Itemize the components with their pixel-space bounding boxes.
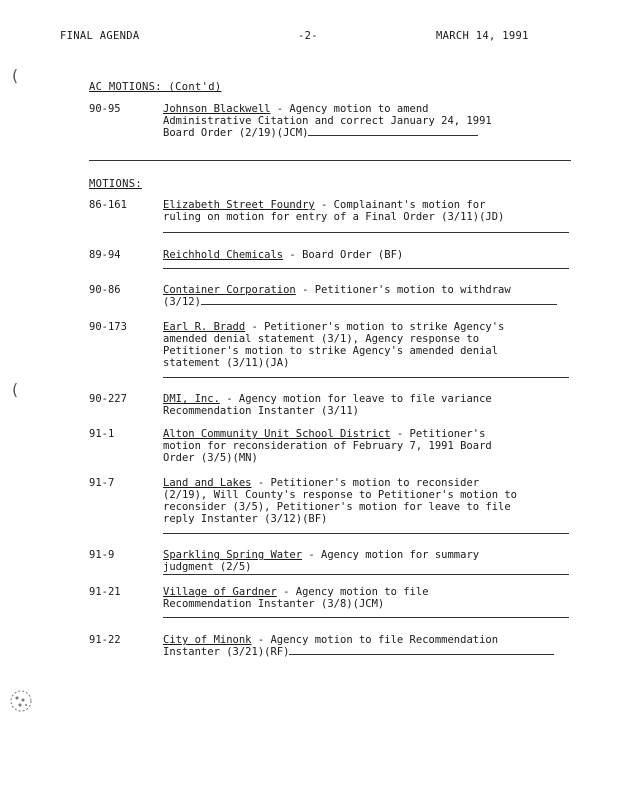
motions-heading: MOTIONS: <box>89 178 142 190</box>
signature-line <box>163 268 569 269</box>
entry-line: Petitioner's motion to strike Agency's amended denial <box>163 345 499 357</box>
entry-text <box>163 477 573 525</box>
entry-line: DMI, Inc. - Agency motion for leave to file variance <box>163 393 492 405</box>
party-name: Earl R. Bradd <box>163 321 246 333</box>
docket-number: 90-86 <box>89 284 121 296</box>
entry-line: Sparkling Spring Water - Agency motion for summary <box>163 549 480 561</box>
signature-line <box>163 232 569 233</box>
entry-line: statement (3/11)(JA) <box>163 357 290 369</box>
entry-text <box>163 393 573 417</box>
party-name: City of Minonk <box>163 634 252 646</box>
entry-line: Recommendation Instanter (3/8)(JCM) <box>163 598 385 610</box>
scan-stamp-icon <box>8 688 34 714</box>
section-divider <box>89 160 571 161</box>
header-title: FINAL AGENDA <box>60 30 140 42</box>
signature-line <box>163 617 569 618</box>
entry-line: Johnson Blackwell - Agency motion to amend <box>163 103 429 115</box>
page-header <box>0 30 618 44</box>
entry-line: Elizabeth Street Foundry - Complainant's motion for <box>163 199 486 211</box>
entry-text <box>163 549 573 573</box>
entry-line: Administrative Citation and correct January 24, 1991 <box>163 115 492 127</box>
entry-line: Village of Gardner - Agency motion to file <box>163 586 429 598</box>
ac-motions-label: AC MOTIONS: <box>89 81 162 93</box>
margin-mark-middle: ( <box>10 380 20 399</box>
entry-line: Container Corporation - Petitioner's motion to withdraw <box>163 284 511 296</box>
entry-line: reconsider (3/5), Petitioner's motion for leave to file <box>163 501 511 513</box>
entry-line: amended denial statement (3/1), Agency response to <box>163 333 480 345</box>
party-name: Reichhold Chemicals <box>163 249 284 261</box>
entry-line: (3/12) <box>163 296 201 308</box>
entry-line: Reichhold Chemicals - Board Order (BF) <box>163 249 404 261</box>
signature-line <box>163 377 569 378</box>
entry-line: Recommendation Instanter (3/11) <box>163 405 359 417</box>
party-name: Elizabeth Street Foundry <box>163 199 315 211</box>
signature-line <box>289 653 554 655</box>
ac-motions-heading <box>89 81 221 93</box>
docket-number: 90-95 <box>89 103 121 115</box>
signature-line <box>163 574 569 575</box>
entry-line: Alton Community Unit School District - Petitioner's <box>163 428 486 440</box>
entry-line: reply Instanter (3/12)(BF) <box>163 513 328 525</box>
page-number: -2- <box>298 30 318 42</box>
party-name: Sparkling Spring Water <box>163 549 303 561</box>
signature-line <box>201 303 557 305</box>
entry-line: judgment (2/5) <box>163 561 252 573</box>
party-name: Land and Lakes <box>163 477 252 489</box>
party-name: Container Corporation <box>163 284 296 296</box>
entry-line: ruling on motion for entry of a Final Order (3/11)(JD) <box>163 211 505 223</box>
party-name: Village of Gardner <box>163 586 277 598</box>
docket-number: 90-227 <box>89 393 127 405</box>
docket-number: 91-21 <box>89 586 121 598</box>
entry-line: (2/19), Will County's response to Petitioner's motion to <box>163 489 518 501</box>
continued-label: (Cont'd) <box>168 81 222 93</box>
entry-line: City of Minonk - Agency motion to file Recommendation <box>163 634 499 646</box>
entry-line: Order (3/5)(MN) <box>163 452 258 464</box>
docket-number: 86-161 <box>89 199 127 211</box>
signature-line <box>163 533 569 534</box>
docket-number: 91-1 <box>89 428 115 440</box>
header-date: MARCH 14, 1991 <box>436 30 529 42</box>
entry-text <box>163 249 573 261</box>
entry-line: Earl R. Bradd - Petitioner's motion to strike Agency's <box>163 321 505 333</box>
entry-text <box>163 428 573 464</box>
entry-text <box>163 199 573 223</box>
entry-text <box>163 321 573 369</box>
docket-number: 89-94 <box>89 249 121 261</box>
entry-text <box>163 634 573 658</box>
entry-text <box>163 284 573 308</box>
party-name: Alton Community Unit School District <box>163 428 391 440</box>
docket-number: 91-7 <box>89 477 115 489</box>
entry-text <box>163 103 573 139</box>
entry-line: motion for reconsideration of February 7, 1991 Board <box>163 440 492 452</box>
entry-line: Board Order (2/19)(JCM) <box>163 127 309 139</box>
entry-line: Land and Lakes - Petitioner's motion to reconsider <box>163 477 480 489</box>
signature-line <box>308 134 478 136</box>
docket-number: 91-22 <box>89 634 121 646</box>
margin-mark-top: ( <box>10 66 20 85</box>
party-name: DMI, Inc. <box>163 393 220 405</box>
docket-number: 90-173 <box>89 321 127 333</box>
entry-line: Instanter (3/21)(RF) <box>163 646 290 658</box>
entry-text <box>163 586 573 610</box>
party-name: Johnson Blackwell <box>163 103 271 115</box>
docket-number: 91-9 <box>89 549 115 561</box>
